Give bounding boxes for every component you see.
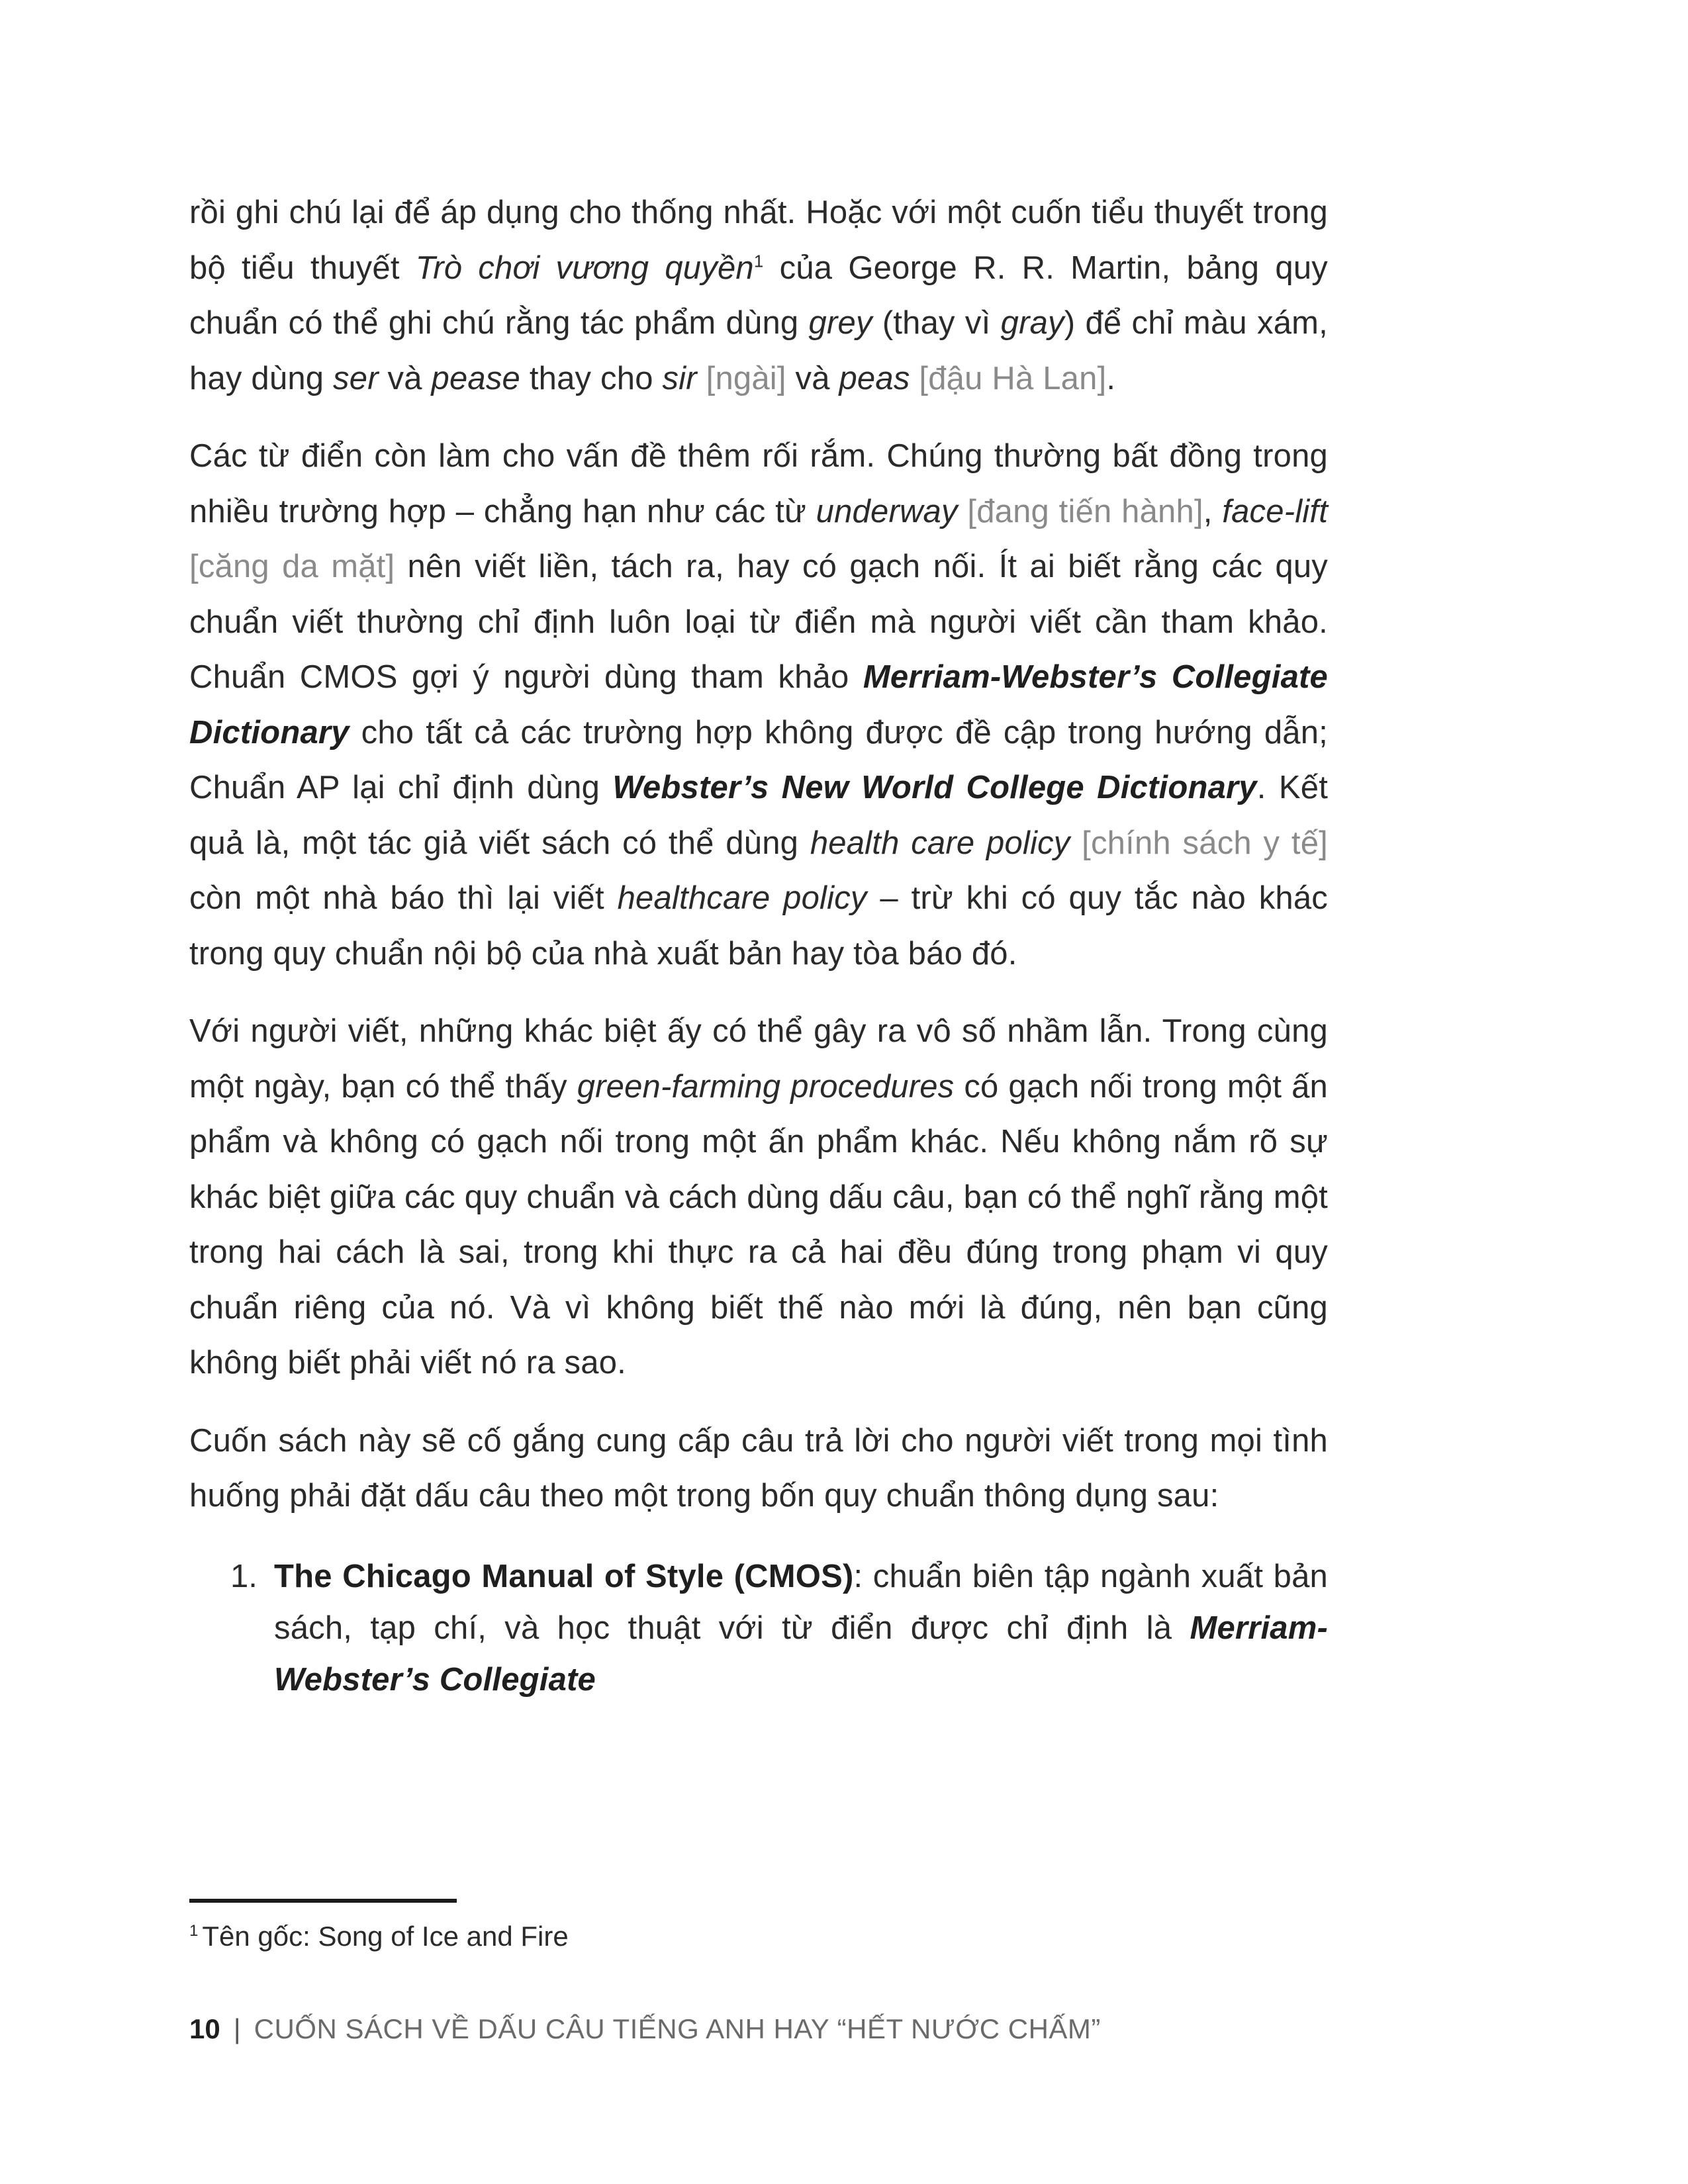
italic-term: health care policy [810, 825, 1070, 861]
footer-separator: | [233, 2013, 241, 2044]
paragraph-1 [189, 185, 1328, 406]
text-run: Với người viết, những khác biệt ấy có thể gây ra vô số nhầm lẫn. Trong cùng một ngày, bạn có thể thấy [189, 1013, 1328, 1105]
footnote-reference[interactable]: 1 [753, 251, 764, 271]
list-number: 1. [230, 1558, 258, 1594]
paragraph-2 [189, 429, 1328, 981]
text-run: – trừ khi có quy tắc nào khác trong quy chuẩn nội bộ của nhà xuất bản hay tòa báo đó. [189, 880, 1329, 972]
text-run: . Kết quả là, một tác giả viết sách có thể dùng [189, 770, 1329, 861]
italic-term: green-farming procedures [577, 1068, 955, 1105]
bold-dictionary-name: Merriam-Webster’s Collegiate [274, 1610, 1328, 1698]
text-run: còn một nhà báo thì lại viết [189, 880, 618, 916]
gloss-translation: [ngài] [706, 360, 786, 396]
bold-dictionary-name: Webster’s New World College Dictionary [612, 770, 1257, 805]
text-run: và [378, 360, 432, 396]
list-item [274, 1551, 1328, 1706]
text-run: , [1203, 493, 1223, 529]
italic-term: face-lift [1222, 493, 1329, 529]
italic-term: healthcare policy [617, 880, 867, 916]
text-run: và [786, 360, 839, 396]
text-run: Các từ điển còn làm cho vấn đề thêm rối rắm. Chúng thường bất đồng trong nhiều trường hợp – chẳng hạn như các từ [189, 438, 1328, 529]
numbered-list [189, 1551, 1328, 1706]
footnote-divider [189, 1899, 457, 1903]
bold-dictionary-name: Merriam-Webster’s Collegiate Dictionary [189, 659, 1328, 751]
italic-term: ser [333, 360, 379, 396]
italic-term: gray [1000, 305, 1064, 341]
text-run: . [1106, 360, 1116, 396]
footnote-text: Tên gốc: Song of Ice and Fire [202, 1921, 569, 1952]
text-run: của George R. R. Martin, bảng quy chuẩn có thể ghi chú rằng tác phẩm dùng [189, 250, 1328, 341]
italic-term: grey [808, 305, 872, 341]
text-run: nên viết liền, tách ra, hay có gạch nối. Ít ai biết rằng các quy chuẩn viết thường chỉ định luôn loại từ điển mà người viết cần tham khảo. Chuẩn CMOS gợi ý người dùng tham khảo [189, 549, 1328, 695]
gloss-translation: [căng da mặt] [189, 549, 395, 584]
page-number: 10 [189, 2013, 220, 2044]
italic-term: pease [431, 360, 521, 396]
text-run: : chuẩn biên tập ngành xuất bản sách, tạp chí, và học thuật với từ điển được chỉ định là [274, 1558, 1328, 1646]
page-body [189, 185, 1328, 1706]
italic-title-game-of-thrones: Trò chơi vương quyền [415, 250, 754, 286]
gloss-translation: [đậu Hà Lan] [919, 360, 1107, 396]
text-run: rồi ghi chú lại để áp dụng cho thống nhất. Hoặc với một cuốn tiểu thuyết trong bộ tiểu thuyết [189, 195, 1328, 286]
footnote [189, 1918, 569, 1955]
page-footer [189, 2011, 1101, 2048]
text-run: cho tất cả các trường hợp không được đề cập trong hướng dẫn; Chuẩn AP lại chỉ định dùng [189, 714, 1328, 805]
text-run: (thay vì [872, 305, 1001, 341]
bold-style-name: The Chicago Manual of Style (CMOS) [274, 1558, 854, 1594]
text-run: Cuốn sách này sẽ cố gắng cung cấp câu trả lời cho người viết trong mọi tình huống phải đặt dấu câu theo một trong bốn quy chuẩn thông dụng sau: [189, 1422, 1328, 1514]
italic-term: peas [839, 360, 910, 396]
gloss-translation: [đang tiến hành] [967, 493, 1203, 529]
running-book-title: CUỐN SÁCH VỀ DẤU CÂU TIẾNG ANH HAY “HẾT NƯỚC CHẤM” [254, 2013, 1101, 2044]
text-run: ) để chỉ màu xám, hay dùng [189, 305, 1328, 396]
paragraph-3 [189, 1004, 1328, 1391]
text-run: thay cho [520, 360, 663, 396]
footnote-marker: 1 [189, 1922, 199, 1940]
italic-term: sir [662, 360, 697, 396]
gloss-translation: [chính sách y tế] [1082, 825, 1328, 861]
paragraph-4 [189, 1414, 1328, 1524]
italic-term: underway [816, 493, 958, 529]
text-run: có gạch nối trong một ấn phẩm và không có gạch nối trong một ấn phẩm khác. Nếu không nắm rõ sự khác biệt giữa các quy chuẩn và cách dùng dấu câu, bạn có thể nghĩ rằng một trong hai cách là sai, trong khi thực ra cả hai đều đúng trong phạm vi quy chuẩn riêng của nó. Và vì không biết thế nào mới là đúng, nên bạn cũng không biết phải viết nó ra sao. [189, 1068, 1328, 1381]
